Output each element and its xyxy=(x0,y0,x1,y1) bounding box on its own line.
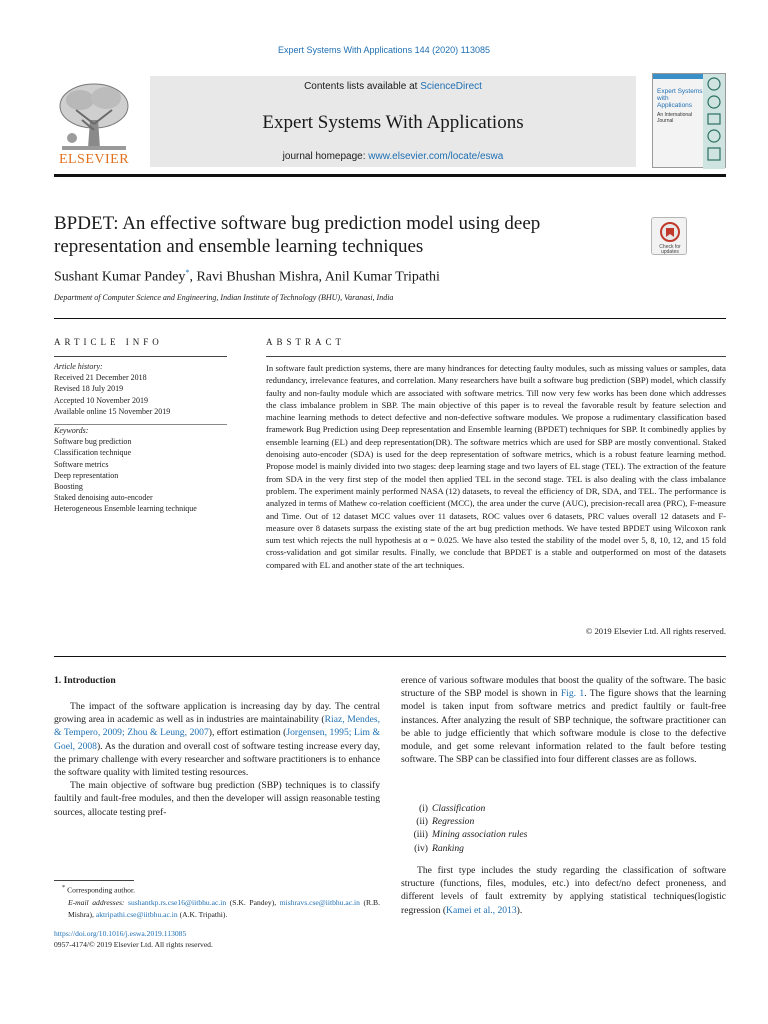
intro-left-column xyxy=(54,700,380,819)
keyword-item: Software metrics xyxy=(54,459,109,469)
list-text: Classification xyxy=(432,803,486,814)
email-link[interactable]: sushantkp.rs.cse16@iitbhu.ac.in xyxy=(128,897,227,907)
footnote-marker: * xyxy=(62,884,66,891)
text-run: erence of various software modules that boost the quality of the software. The basic structure of the SBP model is shown in xyxy=(401,675,726,700)
list-number: (ii) xyxy=(416,816,428,828)
cover-strip xyxy=(653,74,705,79)
header-rule xyxy=(54,174,726,177)
affiliation: Department of Computer Science and Engineering, Indian Institute of Technology (BHU), Varanasi, India xyxy=(54,293,394,302)
available-date: Available online 15 November 2019 xyxy=(54,406,171,416)
keyword-item: Software bug prediction xyxy=(54,437,132,447)
article-info-rule xyxy=(54,356,227,357)
section-rule xyxy=(54,318,726,319)
contents-prefix: Contents lists available at xyxy=(304,81,421,92)
body-rule xyxy=(54,656,726,657)
authors xyxy=(54,268,440,286)
list-text: Regression xyxy=(432,816,475,828)
svg-text:Check for: Check for xyxy=(659,244,681,250)
sbp-class-list xyxy=(401,802,726,855)
email-owner: (R.B. Mishra), xyxy=(68,897,380,919)
list-item xyxy=(401,828,726,841)
list-number: (i) xyxy=(418,803,428,814)
article-history xyxy=(54,361,234,417)
doi-link[interactable]: https://doi.org/10.1016/j.eswa.2019.113085 xyxy=(54,929,187,938)
accepted-date: Accepted 10 November 2019 xyxy=(54,395,148,405)
figure-link[interactable]: Fig. 1 xyxy=(560,688,585,700)
intro-right-column xyxy=(401,674,726,766)
text-run: The impact of the software application is increasing day by day. The central growing area in academic as well as in industries are maintainability ( xyxy=(54,701,380,726)
homepage-line xyxy=(150,151,636,162)
homepage-link[interactable]: www.elsevier.com/locate/eswa xyxy=(368,151,504,162)
homepage-prefix: journal homepage: xyxy=(282,151,369,162)
citation-link[interactable]: Jorgensen, 1995; Lim & Goel, 2008 xyxy=(54,727,381,752)
keyword-item: Boosting xyxy=(54,482,83,492)
svg-text:updates: updates xyxy=(661,249,679,255)
keyword-item: Heterogeneous Ensemble learning technique xyxy=(54,504,197,514)
intro-paragraph-1 xyxy=(54,700,380,779)
keyword-item: Staked denoising auto-encoder xyxy=(54,493,153,503)
elsevier-wordmark: ELSEVIER xyxy=(58,152,130,167)
list-number: (iv) xyxy=(414,842,428,854)
citation-link[interactable]: Riaz, Mendes, & Tempero, 2009; Zhou & Leung, 2007 xyxy=(54,714,381,739)
intro-right-paragraph-2 xyxy=(401,864,726,917)
text-run: . The figure shows that the learning model is taken input from software metrics and predict faultily or fault-free instances. After analyzing the result of SBP technique, the software practitioner can be able to judge efficiently that which software module is close to the defective module, and get some relevant information related to the fault before testing software. The SBP can be classified into four different classes are as follows. xyxy=(401,688,727,766)
doi-block xyxy=(54,928,380,950)
sciencedirect-link[interactable]: ScienceDirect xyxy=(420,81,482,92)
email-owner: (S.K. Pandey), xyxy=(229,897,277,907)
cover-title xyxy=(657,88,703,124)
author-rest: , Ravi Bhushan Mishra, Anil Kumar Tripathi xyxy=(189,269,440,285)
email-footnote xyxy=(54,897,380,921)
list-item xyxy=(401,842,726,855)
abstract-copyright: © 2019 Elsevier Ltd. All rights reserved. xyxy=(585,626,726,636)
email-owner: (A.K. Tripathi). xyxy=(179,909,228,919)
history-label: Article history: xyxy=(54,362,103,371)
received-date: Received 21 December 2018 xyxy=(54,373,147,383)
corresponding-text: Corresponding author. xyxy=(67,885,135,895)
cover-title-text: Expert Systems with Applications xyxy=(657,88,703,109)
text-run: ). As the duration and overall cost of software testing increase every day, the primary challenge with every researcher and software practitioners is to enhance the software quality with limited testing resources. xyxy=(54,740,380,779)
paper-title: BPDET: An effective software bug prediction model using deep representation and ensemble learning techniques xyxy=(54,213,541,257)
email-label: E-mail addresses: xyxy=(68,897,125,907)
email-link[interactable]: mishravs.cse@iitbhu.ac.in xyxy=(279,897,360,907)
text-run: ), effort estimation ( xyxy=(208,727,287,739)
author-first: Sushant Kumar Pandey xyxy=(54,269,186,285)
list-item xyxy=(401,802,726,815)
abstract-text: In software fault prediction systems, there are many hindrances for detecting faulty modules, such as missing values or samples, data redundancy, irrelevance features, and correlation. Many researchers have built a software bug prediction (SBP) model, which classify faulty and non-faulty module which are associated with software metrics. Till now very few works has been done which addresses the class imbalance problem in SBP. The main objective of this paper is to reveal the favorable result by feature selection and machine learning methods to detect defective and non-defective software modules. We propose a rudimentary classification based framework Bug Prediction using Deep representation and Ensemble learning (BPDET) techniques for SBP. It combinedly applies by ensemble learning (EL) and deep representation(DR). The software metrics which are used for SBP are mostly conventional. Staked denoising auto-encoder (SDA) is used for the deep representation of software metrics, which is a robust feature learning method. Propose model is mainly divided into two stages: deep learning stage and two layers of EL stage (TEL). The extraction of the feature from SDA in the very first step of the model then applied TEL in the second stage. TEL is also dealing with the class imbalance problem. The experiment mainly performed NASA (12) datasets, to reveal the efficiency of DR, SDA, and TEL. The performance is analyzed in terms of Mathew co-relation coefficient (MCC), the area under the curve (AUC), precision-recall area (PRC), F-measure and Time. Out of 12 dataset MCC values over 11 datasets, ROC values over 6 datasets, PRC values overall 12 datasets and F-measure over 8 datasets surpass the existing state of the art bug prediction methods. We have tested BPDET using Wilcoxon rank sum test which rejects the null hypothesis at α = 0.025. We have also tested the stability of the model over 5, 8, 10, 12, and 15 fold cross-validation and got similar results. Finally, we conclude that BPDET is a stable and outperformed on most of the datasets compared with EL and another state of the art techniques. xyxy=(266,363,726,570)
check-updates-icon xyxy=(652,218,688,256)
cover-band xyxy=(703,74,725,169)
citation-link[interactable]: Kamei et al., 2013 xyxy=(446,904,517,916)
keywords-label: Keywords: xyxy=(54,426,89,435)
text-run: The first type includes the study regarding the classification of software structure (functions, files, modules, etc.) into defect/no defect proneness, and different levels of fault extremity by applying statistical techniques(logistic regression ( xyxy=(401,865,726,916)
list-item xyxy=(401,815,726,828)
footnotes xyxy=(54,882,380,921)
corresponding-footnote xyxy=(54,882,380,897)
issn-line: 0957-4174/© 2019 Elsevier Ltd. All rights reserved. xyxy=(54,940,213,949)
tree-icon xyxy=(54,80,134,152)
abstract-rule xyxy=(266,356,726,357)
list-number: (iii) xyxy=(413,829,428,841)
keyword-item: Classification technique xyxy=(54,448,132,458)
list-text: Ranking xyxy=(432,842,464,854)
revised-date: Revised 18 July 2019 xyxy=(54,384,124,394)
corresponding-marker[interactable]: * xyxy=(185,268,190,277)
contents-line xyxy=(150,81,636,92)
abstract-heading: ABSTRACT xyxy=(266,337,346,347)
check-for-updates-button[interactable] xyxy=(651,217,687,255)
introduction-heading: 1. Introduction xyxy=(54,675,116,686)
journal-title: Expert Systems With Applications xyxy=(262,112,524,133)
cover-graphic-icon xyxy=(703,74,725,169)
keyword-item: Deep representation xyxy=(54,470,119,480)
intro-paragraph-2: The main objective of software bug prediction (SBP) techniques is to classify faultily and fault-free modules, and then the developer will assign reasonable testing sources, allocate testing pref- xyxy=(54,780,380,818)
keywords xyxy=(54,425,234,515)
journal-cover-thumbnail[interactable] xyxy=(652,73,726,168)
list-text: Mining association rules xyxy=(432,829,528,841)
journal-reference[interactable]: Expert Systems With Applications 144 (2020) 113085 xyxy=(278,45,490,55)
cover-subtitle: An International Journal xyxy=(657,112,693,124)
article-info-heading: ARTICLE INFO xyxy=(54,337,163,347)
email-link[interactable]: aktripathi.cse@iitbhu.ac.in xyxy=(95,909,178,919)
footnote-rule xyxy=(54,880,134,881)
text-run: ). xyxy=(516,904,523,916)
